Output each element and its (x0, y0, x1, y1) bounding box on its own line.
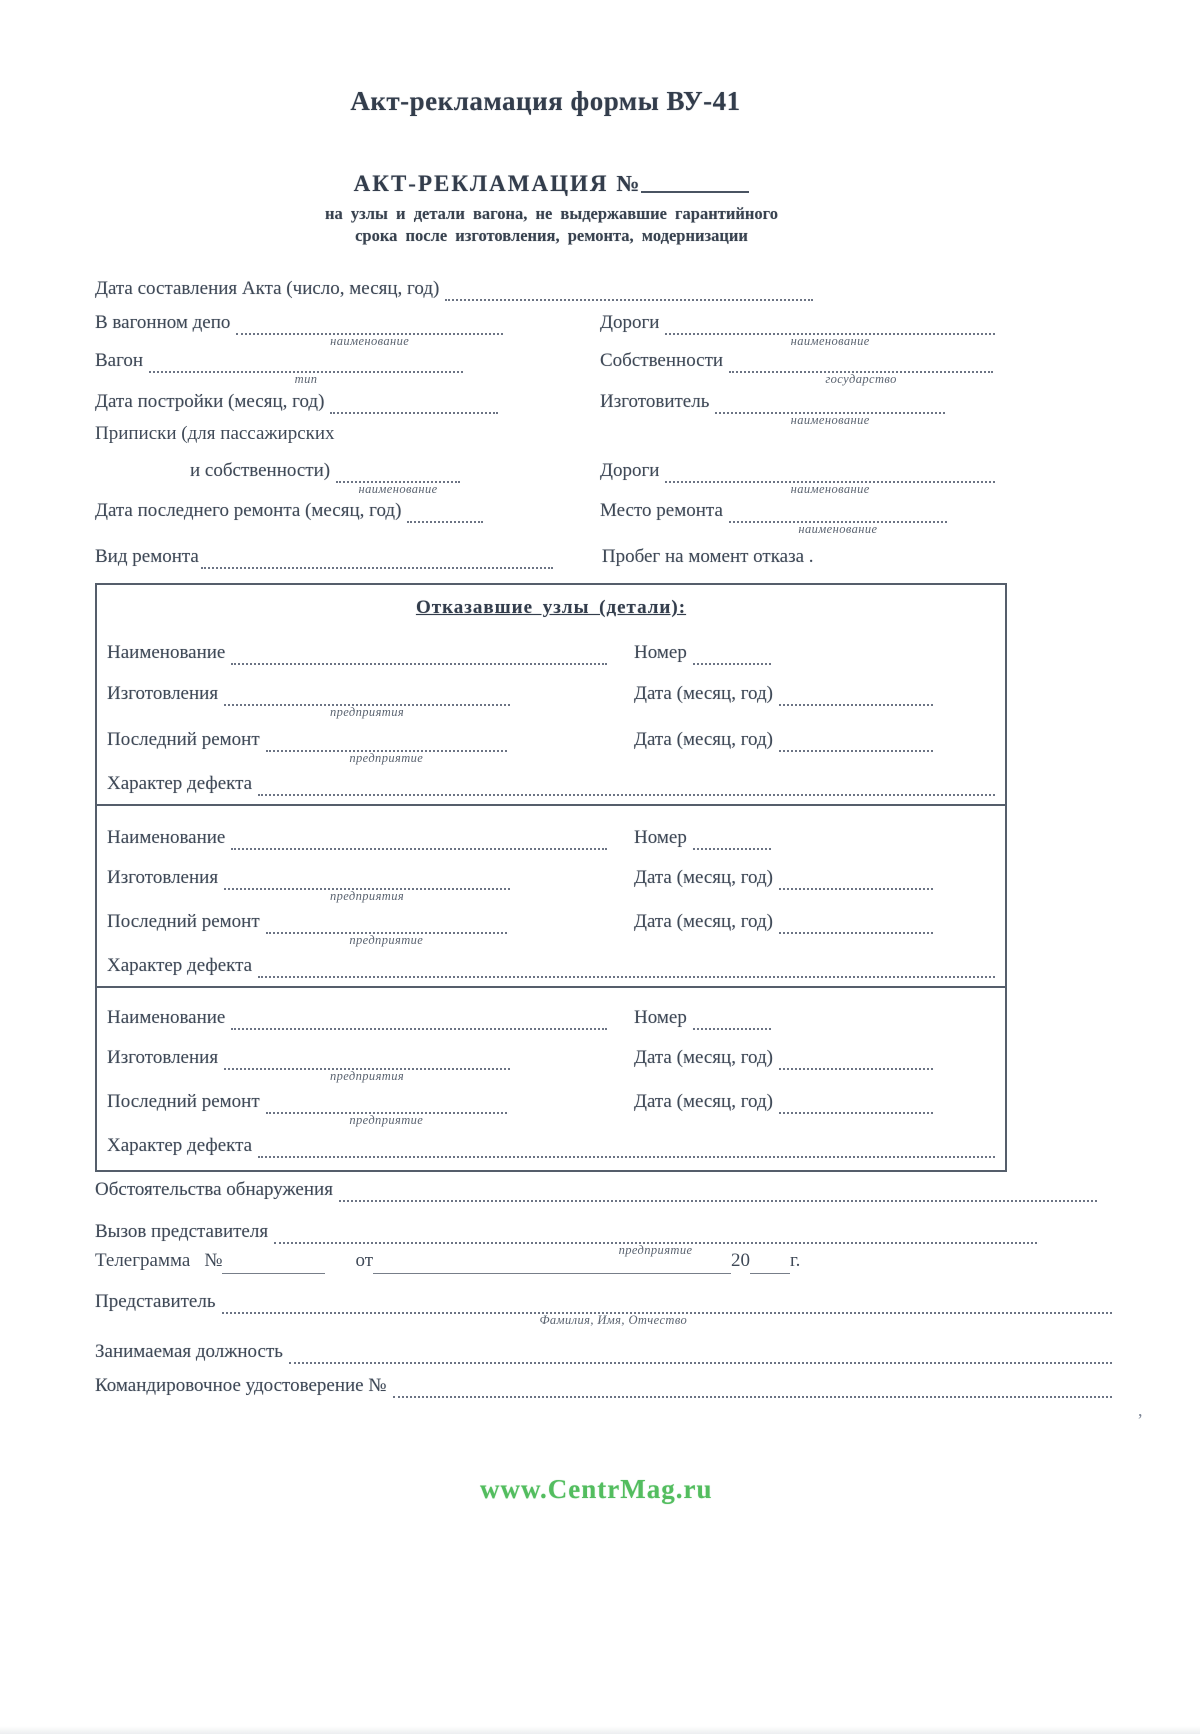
unit3-made-field (107, 1046, 607, 1083)
field-build-date (95, 390, 600, 414)
unit3-number-label: Номер (634, 1007, 687, 1028)
form-content (95, 0, 1112, 1398)
unit1-repair-label: Последний ремонт (107, 729, 260, 750)
unit3-number-field (634, 1006, 995, 1030)
unit2-repair-date-fill (779, 912, 933, 934)
scan-artifact-mark: , (1138, 1400, 1143, 1420)
act-heading (43, 171, 1060, 197)
unit1-repair-date-field (634, 728, 995, 752)
unit1-name-row (107, 641, 995, 665)
unit3-repair-date-label: Дата (месяц, год) (634, 1091, 773, 1112)
repair-place-caption: наименование (798, 522, 878, 536)
unit2-repair-date-field (634, 910, 995, 934)
unit3-made-caption: предприятия (329, 1069, 405, 1083)
unit3-repair-field (107, 1090, 607, 1127)
wagon-caption: тип (294, 372, 318, 386)
row-repairtype-mileage (95, 545, 1112, 569)
act-heading-text: АКТ-РЕКЛАМАЦИЯ № (353, 171, 642, 196)
unit3-repair-caption: предприятие (349, 1113, 424, 1127)
row-depot-road (95, 311, 1112, 348)
field-registry (95, 422, 600, 496)
telegram-number-blank (222, 1253, 325, 1274)
telegram-label: Телеграмма (95, 1250, 191, 1271)
act-date-label: Дата составления Акта (число, месяц, год) (95, 278, 440, 299)
unit1-number-label: Номер (634, 642, 687, 663)
unit3-name-label: Наименование (107, 1007, 226, 1028)
registry-label-line2: и собственности) (190, 460, 331, 481)
unit1-made-field (107, 682, 607, 719)
unit2-repair-row (107, 910, 995, 947)
ownership-caption: государство (825, 372, 897, 386)
telegram-year-suffix: г. (790, 1250, 801, 1271)
repair-place-label: Место ремонта (600, 500, 723, 521)
unit1-made-date-field (634, 682, 995, 706)
field-road2 (600, 459, 1112, 496)
ownership-label: Собственности (600, 350, 724, 371)
row-wagon-ownership (95, 349, 1112, 386)
unit1-defect-label: Характер дефекта (107, 773, 253, 794)
representative-caption: Фамилия, Имя, Отчество (539, 1313, 688, 1327)
unit2-repair-label: Последний ремонт (107, 911, 260, 932)
row-builddate-manufacturer (95, 390, 1112, 427)
road1-caption: наименование (790, 334, 870, 348)
travel-certificate-fill (393, 1376, 1113, 1398)
registry-fill (336, 461, 460, 496)
unit1-repair-field (107, 728, 607, 765)
unit2-number-field (634, 826, 995, 850)
unit2-defect-fill (258, 956, 995, 978)
unit2-repair-fill (266, 912, 507, 947)
unit2-made-fill (224, 868, 510, 903)
field-circumstances (95, 1178, 1112, 1202)
field-position (95, 1340, 1112, 1364)
act-number-blank (641, 191, 749, 193)
field-depot (95, 311, 600, 348)
depot-label: В вагонном депо (95, 312, 231, 333)
field-wagon (95, 349, 600, 386)
position-fill (289, 1342, 1112, 1364)
unit1-repair-caption: предприятие (349, 751, 424, 765)
circumstances-fill (339, 1180, 1097, 1202)
unit1-repair-date-fill (779, 730, 933, 752)
unit3-name-fill (231, 1008, 607, 1030)
act-subtitle-line2: срока после изготовления, ремонта, модернизации (355, 226, 748, 245)
field-road1 (600, 311, 1112, 348)
rep-call-caption: предприятие (618, 1243, 693, 1257)
unit1-name-label: Наименование (107, 642, 226, 663)
failed-unit-block-2 (97, 804, 1005, 986)
act-date-fill (445, 279, 813, 301)
unit1-number-field (634, 641, 995, 665)
unit2-name-row (107, 826, 995, 850)
unit2-repair-caption: предприятие (349, 933, 424, 947)
unit3-defect-fill (258, 1136, 995, 1158)
unit3-repair-fill (266, 1092, 507, 1127)
unit3-number-fill (693, 1008, 771, 1030)
unit2-defect-field (107, 954, 995, 978)
representative-fill (222, 1292, 1113, 1327)
unit2-made-date-fill (779, 868, 933, 890)
page-title: Акт-рекламация формы ВУ-41 (350, 86, 741, 116)
repair-type-label: Вид ремонта (95, 546, 199, 567)
telegram-number-sign: № (204, 1250, 223, 1271)
failed-unit-block-3 (97, 986, 1005, 1170)
road2-caption: наименование (790, 482, 870, 496)
unit3-repair-date-fill (779, 1092, 933, 1114)
row-registry-road (95, 422, 1112, 496)
unit1-made-date-fill (779, 684, 933, 706)
unit1-defect-fill (258, 774, 995, 796)
unit3-name-row (107, 1006, 995, 1030)
unit3-made-fill (224, 1048, 510, 1083)
field-act-date (95, 277, 1112, 301)
registry-label-line1: Приписки (для пассажирских (95, 423, 335, 444)
unit2-made-date-label: Дата (месяц, год) (634, 867, 773, 888)
last-repair-date-fill (407, 501, 483, 523)
unit3-made-label: Изготовления (107, 1047, 219, 1068)
unit3-repair-date-field (634, 1090, 995, 1114)
manufacturer-caption: наименование (790, 413, 870, 427)
unit2-number-label: Номер (634, 827, 687, 848)
unit1-repair-date-label: Дата (месяц, год) (634, 729, 773, 750)
unit2-name-label: Наименование (107, 827, 226, 848)
road1-fill (665, 313, 995, 348)
unit1-name-fill (231, 643, 607, 665)
last-repair-date-label: Дата последнего ремонта (месяц, год) (95, 500, 402, 521)
build-date-label: Дата постройки (месяц, год) (95, 391, 325, 412)
unit2-repair-date-label: Дата (месяц, год) (634, 911, 773, 932)
unit2-made-field (107, 866, 607, 903)
road2-fill (665, 461, 995, 496)
road1-label: Дороги (600, 312, 660, 333)
build-date-fill (330, 392, 498, 414)
depot-caption: наименование (330, 334, 410, 348)
manufacturer-fill (715, 392, 945, 427)
field-manufacturer (600, 390, 1112, 427)
unit1-repair-row (107, 728, 995, 765)
unit3-defect-field (107, 1134, 995, 1158)
road2-label: Дороги (600, 460, 660, 481)
field-ownership (600, 349, 1112, 386)
unit3-repair-label: Последний ремонт (107, 1091, 260, 1112)
unit1-name-field (107, 641, 607, 665)
travel-certificate-label: Командировочное удостоверение № (95, 1375, 387, 1396)
depot-fill (236, 313, 503, 348)
telegram-year-blank (750, 1253, 790, 1274)
field-repair-place (600, 499, 1112, 536)
unit3-made-date-fill (779, 1048, 933, 1070)
unit2-number-fill (693, 828, 771, 850)
field-last-repair-date (95, 499, 600, 523)
unit2-repair-field (107, 910, 607, 947)
unit3-made-date-field (634, 1046, 995, 1070)
unit1-made-label: Изготовления (107, 683, 219, 704)
unit1-made-date-label: Дата (месяц, год) (634, 683, 773, 704)
wagon-fill (149, 351, 463, 386)
unit1-made-row (107, 682, 995, 719)
field-rep-call (95, 1220, 1112, 1257)
watermark: www.CentrMag.ru (480, 1474, 713, 1504)
unit2-made-row (107, 866, 995, 903)
position-label: Занимаемая должность (95, 1341, 283, 1362)
unit2-made-caption: предприятия (329, 889, 405, 903)
unit3-name-field (107, 1006, 607, 1030)
failed-units-box (95, 583, 1007, 1172)
unit3-made-date-label: Дата (месяц, год) (634, 1047, 773, 1068)
registry-line2 (95, 459, 600, 496)
unit1-made-fill (224, 684, 510, 719)
unit1-repair-fill (266, 730, 507, 765)
telegram-year-prefix: 20 (731, 1250, 751, 1271)
unit1-number-fill (693, 643, 771, 665)
unit3-made-row (107, 1046, 995, 1083)
unit1-defect-field (107, 772, 995, 796)
unit2-name-field (107, 826, 607, 850)
failed-unit-block-1 (97, 641, 1005, 804)
field-travel-certificate (95, 1374, 1112, 1398)
registry-caption: наименование (358, 482, 438, 496)
telegram-from-label: от (355, 1250, 374, 1271)
unit1-made-caption: предприятия (329, 705, 405, 719)
ownership-fill (729, 351, 993, 386)
unit2-made-date-field (634, 866, 995, 890)
unit3-repair-row (107, 1090, 995, 1127)
unit3-defect-label: Характер дефекта (107, 1135, 253, 1156)
field-telegram (95, 1248, 1112, 1274)
manufacturer-label: Изготовитель (600, 391, 710, 412)
circumstances-label: Обстоятельства обнаружения (95, 1179, 333, 1200)
repair-place-fill (729, 501, 947, 536)
repair-type-fill (201, 547, 553, 569)
unit2-defect-label: Характер дефекта (107, 955, 253, 976)
failed-units-title: Отказавшие узлы (детали): (415, 597, 687, 618)
rep-call-fill (274, 1222, 1037, 1257)
unit2-made-label: Изготовления (107, 867, 219, 888)
act-subtitle-line1: на узлы и детали вагона, не выдержавшие гарантийного (325, 204, 778, 223)
row-lastrepair-place (95, 499, 1112, 536)
rep-call-label: Вызов представителя (95, 1221, 269, 1242)
wagon-label: Вагон (95, 350, 144, 371)
mileage-label: Пробег на момент отказа . (601, 546, 814, 567)
field-representative (95, 1290, 1112, 1327)
representative-label: Представитель (95, 1291, 216, 1312)
unit2-name-fill (231, 828, 607, 850)
